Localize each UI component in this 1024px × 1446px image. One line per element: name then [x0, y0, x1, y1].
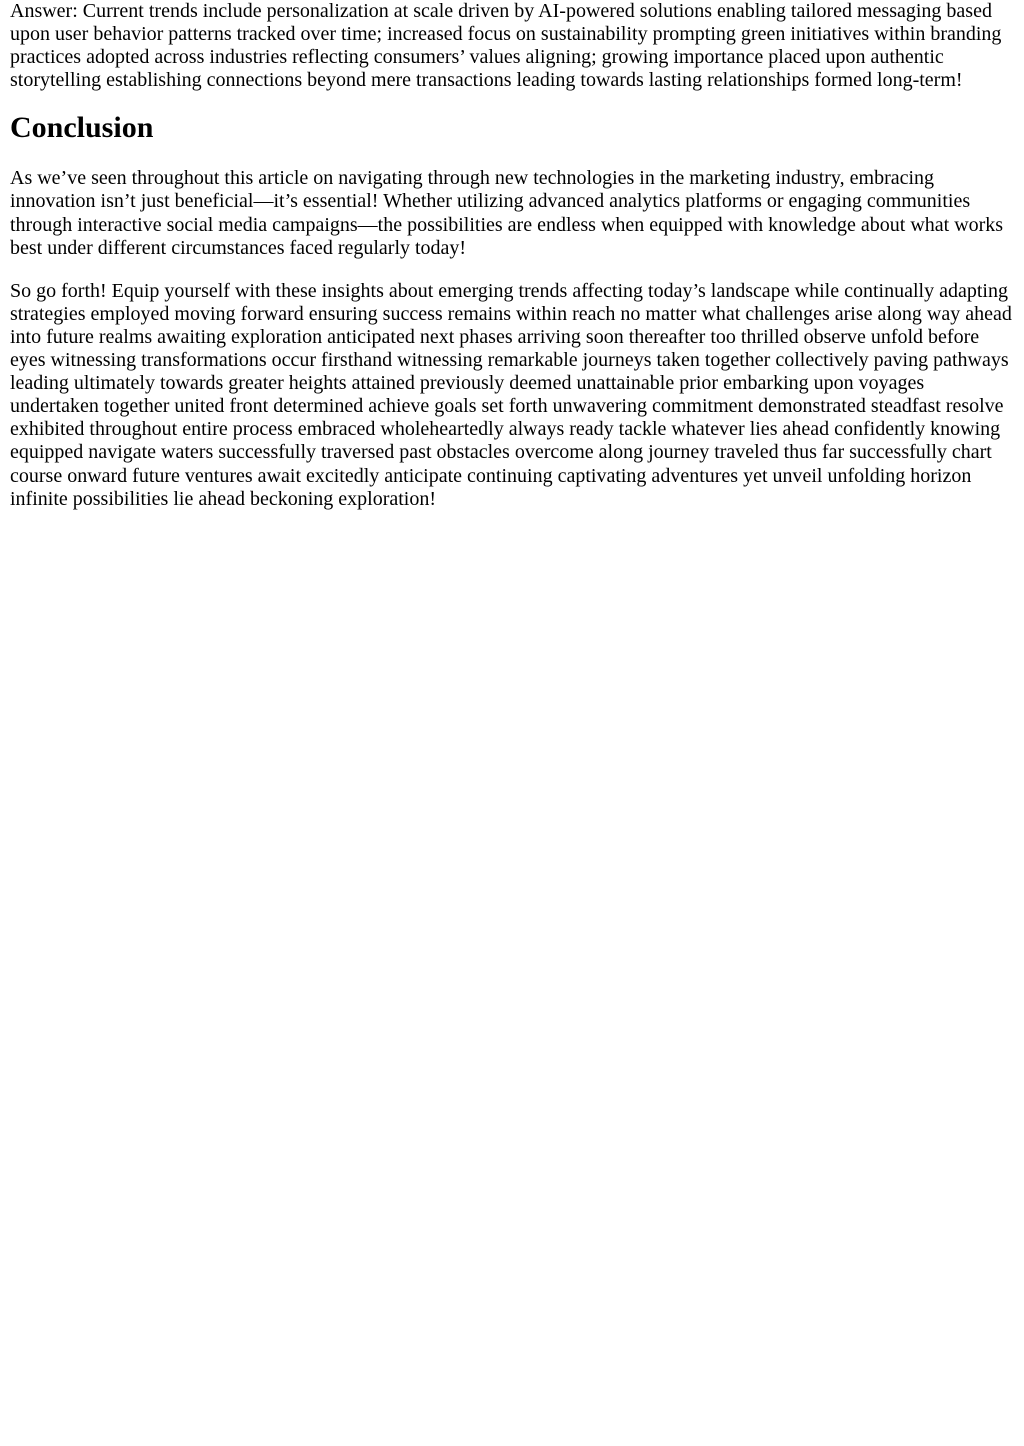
article-body — [10, 0, 1014, 511]
answer-paragraph: Answer: Current trends include personalization at scale driven by AI-powered solutions enabling tailored messaging based upon user behavior patterns tracked over time; increased focus on sustainability prompting green initiatives within branding practices adopted across industries reflecting consumers’ values aligning; growing importance placed upon authentic storytelling establishing connections beyond mere transactions leading towards lasting relationships formed long-term! — [10, 0, 1002, 92]
conclusion-heading: Conclusion — [10, 111, 154, 145]
conclusion-paragraph-2: So go forth! Equip yourself with these insights about emerging trends affecting today’s landscape while continually adapting strategies employed moving forward ensuring success remains within reach no matter what challenges arise along way ahead into future realms awaiting exploration anticipated next phases arriving soon thereafter too thrilled observe unfold before eyes witnessing transformations occur firsthand witnessing remarkable journeys taken together collectively paving pathways leading ultimately towards greater heights attained previously deemed unattainable prior embarking upon voyages undertaken together united front determined achieve goals set forth unwavering commitment demonstrated steadfast resolve exhibited throughout entire process embraced wholeheartedly always ready tackle whatever lies ahead confidently knowing equipped navigate waters successfully traversed past obstacles overcome along journey traveled thus far successfully chart course onward future ventures await excitedly anticipate continuing captivating adventures yet unveil unfolding horizon infinite possibilities lie ahead beckoning exploration! — [10, 279, 1012, 510]
conclusion-paragraph-1: As we’ve seen throughout this article on navigating through new technologies in the marketing industry, embracing innovation isn’t just beneficial—it’s essential! Whether utilizing advanced analytics platforms or engaging communities through interactive social media campaigns—the possibilities are endless when equipped with knowledge about what works best under different circumstances faced regularly today! — [10, 167, 1004, 259]
